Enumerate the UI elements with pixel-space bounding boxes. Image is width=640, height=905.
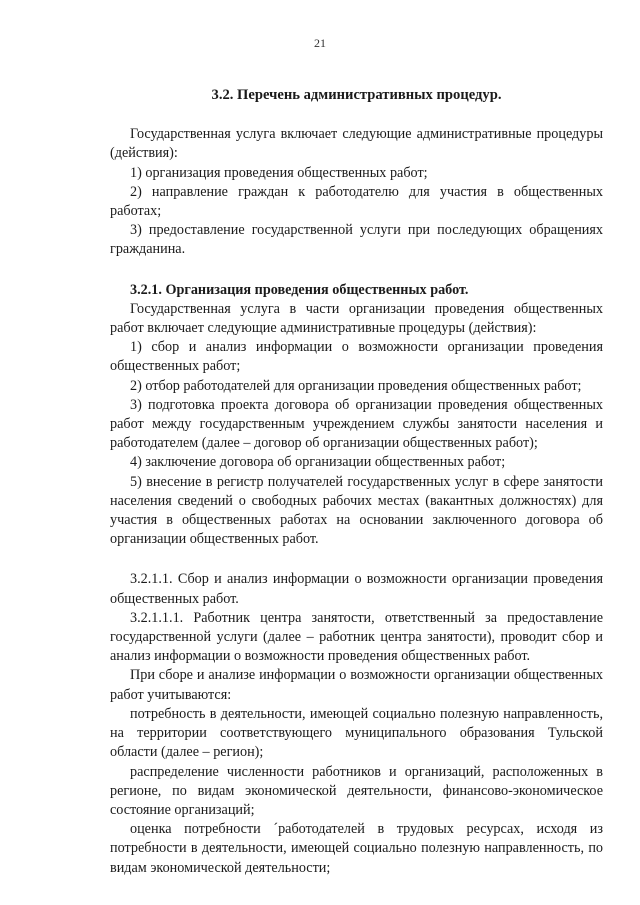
section-321-item-3: 3) подготовка проекта договора об организации проведения общественных работ между государственным учреждением службы занятости населения и работодателем (далее – договор об организации общественных работ); <box>110 396 603 452</box>
section-3211-paragraph-1: 3.2.1.1.1. Работник центра занятости, ответственный за предоставление государственной услуги (далее – работник центра занятости), проводит сбор и анализ информации о возможности проведения общественных работ. <box>110 609 603 665</box>
section-3211-paragraph-2: При сборе и анализе информации о возможности организации общественных работ учитываются: <box>110 667 603 703</box>
section-321-item-4: 4) заключение договора об организации общественных работ; <box>130 454 506 471</box>
intro-item-2: 2) направление граждан к работодателю для участия в общественных работах; <box>110 183 603 220</box>
document-body <box>110 86 603 878</box>
section-321-item-5: 5) внесение в регистр получателей государственных услуг в сфере занятости населения сведений о свободных рабочих местах (вакантных должностях) для участия в общественных работах на основании заключенного договора об организации общественных работ. <box>110 473 603 548</box>
section-heading-3-2: 3.2. Перечень административных процедур. <box>211 87 502 103</box>
section-heading-3-2-1: 3.2.1. Организация проведения общественных работ. <box>130 281 469 298</box>
section-3211-item-3: оценка потребности ´работодателей в трудовых ресурсах, исходя из потребности в деятельности, имеющей социально полезную направленность, по видам экономической деятельности; <box>110 821 603 876</box>
intro-paragraph: Государственная услуга включает следующие административные процедуры (действия): <box>110 126 603 162</box>
intro-item-3: 3) предоставление государственной услуги при последующих обращениях гражданина. <box>110 222 603 258</box>
section-3211-item-2: распределение численности работников и организаций, расположенных в регионе, по видам экономической деятельности, финансово-экономическое состояние организаций; <box>110 763 603 818</box>
page-number: 21 <box>314 36 326 50</box>
section-321-item-2: 2) отбор работодателей для организации проведения общественных работ; <box>130 377 582 394</box>
section-321-paragraph: Государственная услуга в части организации проведения общественных работ включает следующие административные процедуры (действия): <box>110 300 603 337</box>
intro-item-1: 1) организация проведения общественных работ; <box>130 164 428 181</box>
section-3211-item-1: потребность в деятельности, имеющей социально полезную направленность, на территории соответствующего муниципального образования Тульской области (далее – регион); <box>110 705 603 761</box>
section-heading-3-2-1-1: 3.2.1.1. Сбор и анализ информации о возможности организации проведения общественных работ. <box>110 571 603 607</box>
section-321-item-1: 1) сбор и анализ информации о возможности организации проведения общественных работ; <box>110 339 603 375</box>
